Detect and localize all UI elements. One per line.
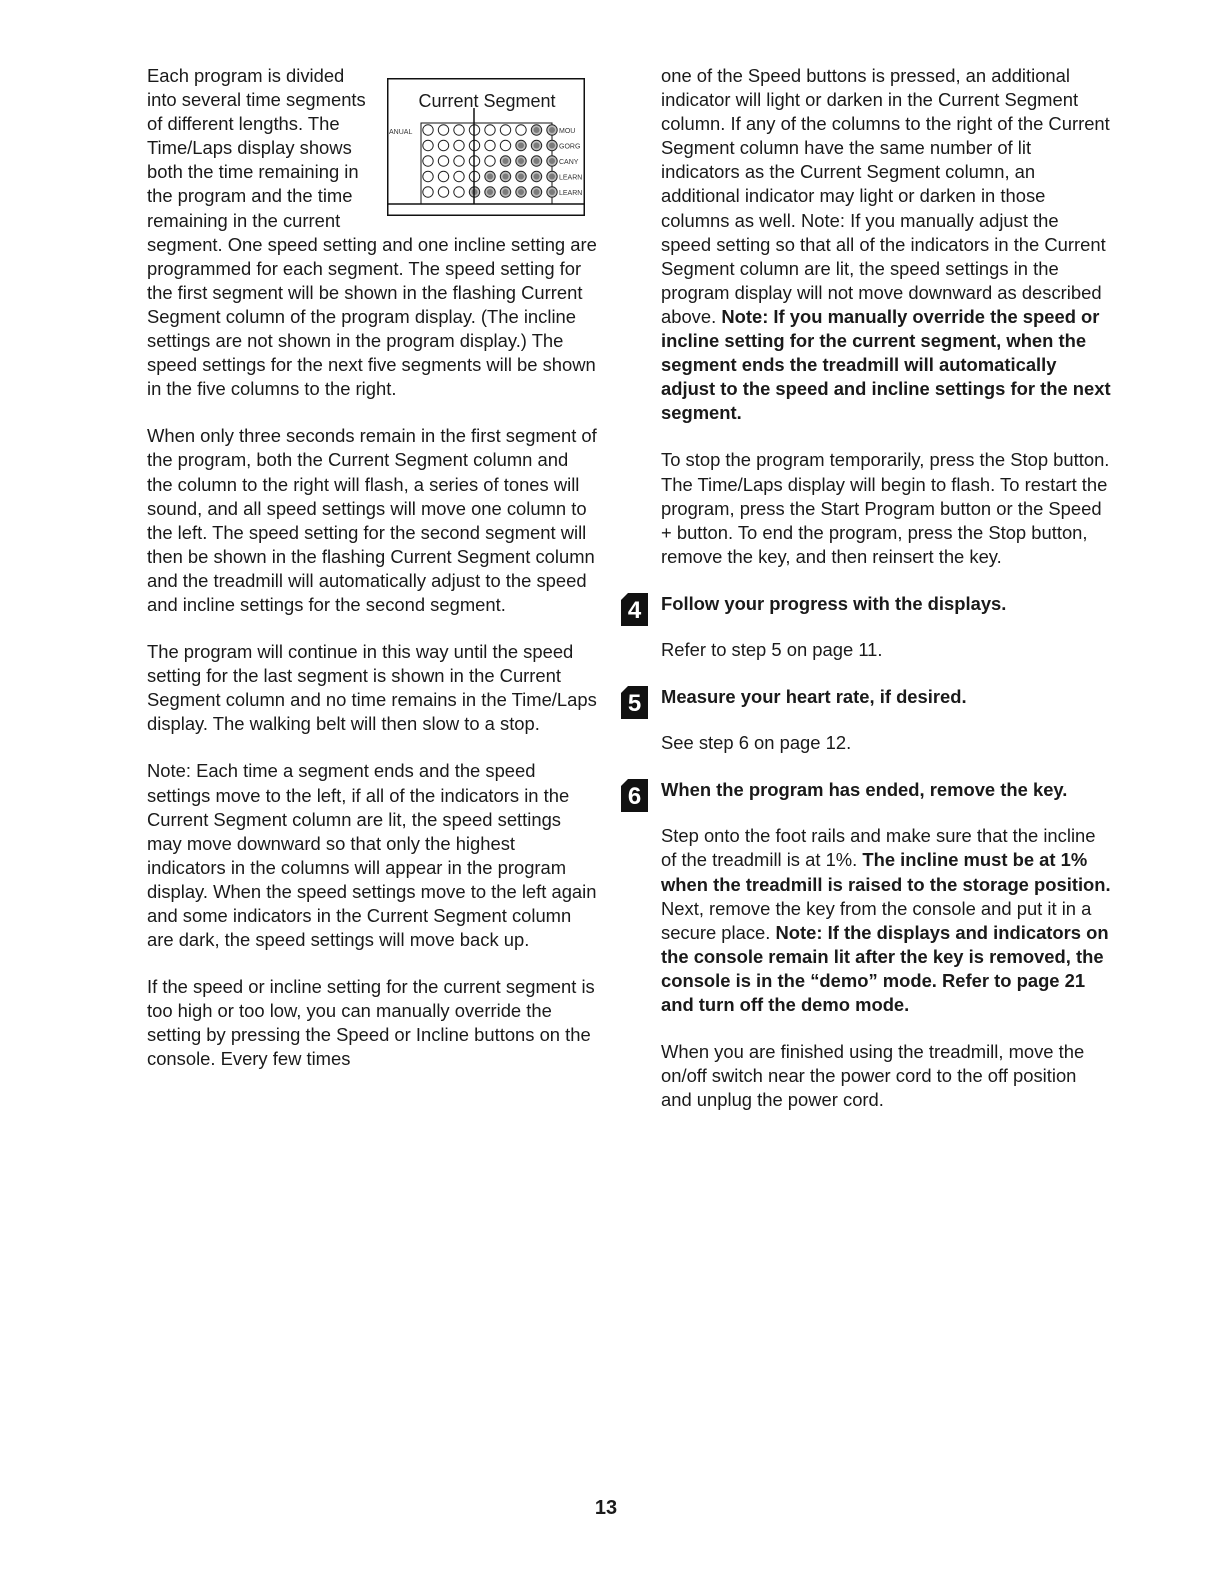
right-program-label: LEARN [559,190,583,197]
led-indicator-dark [438,171,448,181]
page-number: 13 [594,1497,618,1519]
override-note: Note: If you manually override the speed or incline setting for the current segment, when the segment ends the treadmill will automatically adjust to the speed and incline settings for the next segment. [661,305,1111,424]
paragraph-note-segment-ends: Note: Each time a segment ends and the speed settings move to the left, if all of the indicators in the Current Segment column are lit, the speed settings may move downward so that only the highest indicators in the columns will appear in the program display. When the speed settings move to the left again and some indicators in the Current Segment column are dark, the speed settings will move back up. [147,760,597,951]
step-heading: Measure your heart rate, if desired. [661,686,967,708]
step-number-badge: 5 [621,686,648,719]
led-indicator-dark [500,125,510,135]
remove-key-text: Next, remove the key from the console and put it in a secure place. [661,897,1092,943]
paragraph-manual-override: If the speed or incline setting for the current segment is too high or too low, you can manually override the setting by pressing the Speed or Incline buttons on the console. Every few times [147,976,595,1070]
step-heading: Follow your progress with the displays. [661,592,1007,614]
led-indicator-core [503,158,509,164]
right-program-label: CANY [559,159,579,166]
incline-warning: The incline must be at 1% when the treadmill is raised to the storage position. [661,849,1111,895]
led-indicator-dark [423,125,433,135]
led-indicator-core [518,143,524,149]
step-body: Refer to step 5 on page 11. [661,638,883,660]
led-indicator-core [518,189,524,195]
led-indicator-core [534,189,540,195]
left-program-label: ANUAL [389,129,413,136]
step-heading: When the program has ended, remove the key. [661,779,1068,801]
led-indicator-dark [454,187,464,197]
led-indicator-dark [454,140,464,150]
led-indicator-dark [423,187,433,197]
right-program-label: GORG [559,143,581,151]
led-indicator-core [487,189,493,195]
paragraph-stop-program: To stop the program temporarily, press the Stop button. The Time/Laps display will begin to flash. To restart the program, press the Start Program button or the Speed + button. To end the program, press the Stop button, remove the key, and then reinsert the key. [661,449,1110,567]
left-column [147,64,597,1095]
led-indicator-dark [485,140,495,150]
program-display-diagram [387,78,585,220]
step-number-badge: 4 [621,593,648,626]
led-indicator-dark [454,171,464,181]
step-body: See step 6 on page 12. [661,732,852,754]
step-6 [627,778,1111,1112]
led-indicator-dark [485,156,495,166]
led-indicator-core [503,189,509,195]
paragraph-program-segments: Each program is divided into several time segments of different lengths. The Time/Laps display shows both the time remaining in the program and the time remaining in the current segment. One speed setting and one incline setting are programmed for each segment. The speed setting for the first segment will be shown in the flashing Current Segment column of the program display. (The incline settings are not shown in the program display.) The speed settings for the next five segments will be shown in the five columns to the right. [147,65,597,400]
led-indicator-core [503,174,509,180]
led-indicator-core [534,158,540,164]
led-indicator-dark [454,125,464,135]
step-4 [627,592,1111,662]
led-indicator-dark [485,125,495,135]
speed-buttons-text: one of the Speed buttons is pressed, an additional indicator will light or darken in the Current Segment column. If any of the columns to the right of the Current Segment column have the same number of lit indicators as the Current Segment column, an additional indicator may light or darken in those columns as well. Note: If you manually adjust the speed setting so that all of the indicators in the Current Segment column are lit, the speed settings in the program display will not move downward as described above. [661,65,1110,327]
led-indicator-core [549,127,555,133]
intro-with-figure [147,64,597,401]
right-column [627,64,1111,1135]
led-indicator-dark [423,156,433,166]
led-indicator-core [549,158,555,164]
paragraph-program-continues: The program will continue in this way until the speed setting for the last segment is shown in the Current Segment column and no time remains in the Time/Laps display. The walking belt will then slow to a stop. [147,641,597,735]
led-indicator-core [487,174,493,180]
led-indicator-dark [423,171,433,181]
right-program-label: LEARN [559,174,583,182]
step-body-incline [661,824,1111,1017]
step-number-badge: 6 [621,779,648,812]
led-indicator-dark [438,156,448,166]
led-indicator-core [534,127,540,133]
program-display-figure [387,78,585,220]
current-segment-label: Current Segment [418,91,556,111]
led-indicator-dark [438,187,448,197]
demo-mode-note: Note: If the displays and indicators on the console remain lit after the key is removed, the console is in the “demo” mode. Refer to page 21 and turn off the demo mode. [661,921,1109,1015]
led-indicator-core [534,174,540,180]
led-indicator-dark [438,125,448,135]
led-indicator-core [549,174,555,180]
led-grid [423,125,557,197]
led-indicator-core [518,174,524,180]
led-indicator-dark [500,140,510,150]
right-program-label: MOU [559,128,576,135]
led-indicator-dark [438,140,448,150]
incline-check-text: Step onto the foot rails and make sure that the incline of the treadmill is at 1%. [661,825,1096,871]
paragraph-speed-buttons [661,64,1111,425]
step-5 [627,685,1111,755]
led-indicator-dark [423,140,433,150]
led-indicator-core [549,143,555,149]
led-indicator-core [534,143,540,149]
led-indicator-dark [516,125,526,135]
led-indicator-dark [454,156,464,166]
led-indicator-core [518,158,524,164]
step-body-power-off: When you are finished using the treadmill, move the on/off switch near the power cord to the off position and unplug the power cord. [661,1041,1085,1111]
paragraph-three-seconds: When only three seconds remain in the first segment of the program, both the Current Segment column and the column to the right will flash, a series of tones will sound, and all speed settings will move one column to the left. The speed setting for the second segment will then be shown in the flashing Current Segment column and the treadmill will automatically adjust to the speed and incline settings for the second segment. [147,425,597,615]
led-indicator-core [549,189,555,195]
